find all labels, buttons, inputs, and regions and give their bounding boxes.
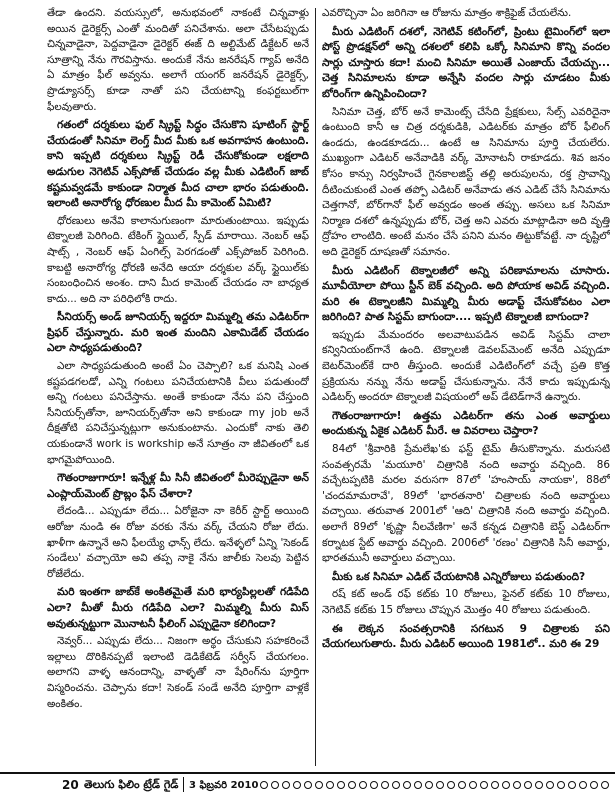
decorative-dot	[436, 781, 444, 789]
decorative-dot	[414, 781, 422, 789]
left-column	[47, 6, 309, 768]
right-column	[322, 6, 610, 768]
decorative-dot	[282, 781, 290, 789]
decorative-dot	[381, 781, 389, 789]
decorative-dot	[535, 781, 543, 789]
decorative-dot	[469, 781, 477, 789]
decorative-dot	[260, 781, 268, 789]
decorative-dot	[491, 781, 499, 789]
interview-question: గతంలో దర్శకులు ఫుల్ స్క్రిప్ట్ సిద్ధం చేసుకొని షూటింగ్ స్టార్ట్ చేయడంతో సినిమా లెంగ్త్ మీద మీకు ఒక అవగాహన ఉంటుంది. కాని ఇప్పటి దర్శకులు స్క్రిప్ట్ రెడీ చేసుకోకుండా లక్షలాది అడుగుల నెగెటివ్ ఎక్స్‌పోజ్ చేయడం వల్ల మీకు ఎడిటింగ్ జాబ్ కష్టమవ్వడమే కాకుండా నిర్మాత మీద చాలా భారం పడుతుంది. ఇలాంటి అనారోగ్య ధోరణుల మీద మీ కామెంట్ ఏమిటి?	[47, 119, 309, 210]
page-footer	[0, 772, 615, 798]
decorative-dot	[403, 781, 411, 789]
decorative-dot	[425, 781, 433, 789]
interview-answer: ధోరణులు అనేవి కాలానుగుణంగా మారుతుంటాయి. ఇప్పుడు టెక్నాలజీ పెరిగింది. టేకింగ్ స్టైయిల్, స్పీడ్ మారాయి. నెంబర్ ఆఫ్ షాట్స్ , నెంబర్ ఆఫ్ ఏంగిల్స్ పెరగడంతో ఎక్స్‌పోజర్ పెరిగింది. కాబట్టి అనారోగ్య ధోరణి అనేది ఆయా దర్శకుల వర్క్ స్టైయిల్‌కు సంబంధించిన అంశం. దాని మీద కామెంట్ చేయడం నా బాధ్యత కాదు... అది నా పరిధిలోకి రాదు.	[47, 214, 309, 305]
magazine-name: తెలుగు ఫిలిం ట్రేడ్ గైడ్	[84, 778, 179, 791]
page-number: 20	[62, 778, 79, 792]
decorative-dot	[568, 781, 576, 789]
interview-question: సీనియర్స్ అండ్ జూనియర్స్ ఇద్దరూ మిమ్మల్ని తమ ఎడిటర్‌గా ప్రిఫర్ చేస్తున్నారు. మరి ఇంత మందిని ఎకామిడేట్ చేయడం ఎలా సాధ్యపడుతుంది?	[47, 311, 309, 355]
decorative-dot	[579, 781, 587, 789]
interview-answer: లేదండి... ఎప్పుడూ లేదు... ఏరోజైనా నా కెరీర్ స్టార్ట్ అయింది ఆరోజు నుండి ఈ రోజు వరకు నేను వర్క్ చేయని రోజు లేదు. ఖాళీగా ఉన్నానే అని ఫీలయ్యే ఛాన్స్ లేదు. ఇనేళ్ళలో ఏన్ని 'సెకండ్ సండేలు' వచ్చాయో అవి తప్ప నాకై నేను జాలీకు సెలవు పెట్టిన రోజేలేదు.	[47, 505, 309, 580]
decorative-dot	[502, 781, 510, 789]
decorative-dot	[326, 781, 334, 789]
interview-answer: ఎవరొచ్చినా ఏం జరిగినా ఆ రోజును మాత్రం శాక్రిఫైజ్ చేయలేను.	[322, 7, 572, 19]
interview-answer: ఇప్పుడు మేమందరం అలవాటుపడిన అవిడ్ సిస్టమ్ చాలా కన్వినియంట్‌గానే ఉంది. టెక్నాలజీ డెవలప్‌మెంట్ అనేది ఎప్పుడూ బెటర్‌మెంట్‌కే దారి తీస్తుంది. అందుకే ఎడిటింగ్‌లో వచ్చే ప్రతి కొత్త ప్రక్రియను నన్ను నేను అడాప్ట్ చేసుకున్నాను. నేనే కాదు ఇప్పుడున్న ఎడిటర్స్ అందరూ టెక్నాలజీ విషయంలో అప్ డేటెడ్‌గానే ఉన్నారు.	[322, 328, 610, 404]
interview-answer: రష్ కట్ అండ్ రఫ్ కట్‌కు 10 రోజులు, ఫైనల్ కట్‌కు 10 రోజులు, నెగెటివ్ కట్‌కు 15 రోజులు చొప్పున మొత్తం 40 రోజులు పడుతుంది.	[322, 588, 610, 616]
decorative-dot	[348, 781, 356, 789]
interview-answer: ఎలా సాధ్యపడుతుంది అంటే ఏం చెప్పాలి? ఒక మనిషి ఎంత కష్టపడగలడో, ఎన్ని గంటలు పనిచేయటానికి వీలు పడుతుందో అన్ని గంటలు పనిచేస్తాను. అంతే కాకుండా నేను పని చేస్తుంది సీనియర్స్‌తోనా, జూనియర్స్‌తోనా అని కాకుండా my job అనే దీక్షతోటి పనిచేస్తున్నట్లుగా అనుకుంటాను. ఎందుకో నాకు తెలి యకుండానే work is workship అనే సూత్రం నా జీవితంలో ఒక భాగమైపోయింది.	[47, 360, 309, 466]
interview-answer: 84లో 'శ్రీవారికి ప్రేమలేఖ'కు ఫస్ట్ టైమ్ తీసుకొన్నాను. మరుసటి సంవత్సరమే 'మయూరి' చిత్రానికి నంది అవార్డు వచ్చింది. 86 వచ్చేటప్పటికి మరల వరుసగా 87లో 'హంసాయ్ నాయకా', 88లో 'చందమామరావే', 89లో 'భారతనారి' చిత్రాలకు నంది అవార్డులు వచ్చాయి. తరువాత 2001లో 'ఆది' చిత్రానికి నంది అవార్డు వచ్చింది. అలాగే 89లో 'కృష్ణా నీలవేణి‌గా' అనే కన్నడ చిత్రానికి బెస్ట్ ఎడిటర్‌గా కర్నాటక స్టేట్ అవార్డు వచ్చింది. 2006లో 'రణం' చిత్రానికి సినీ అవార్డు, భారతమునీ అవార్డులు వచ్చాయి.	[322, 443, 610, 565]
decorative-dot	[601, 781, 609, 789]
footer-separator	[183, 777, 184, 792]
interview-question: ఈ లెక్కన సంవత్సరానికి సగటున 9 చిత్రాలకు పని చేయగలుగుతారు. మీరు ఎడిటర్ అయింది 1981లో.. మరి ఈ 29	[322, 622, 610, 651]
issue-date: 3 ఫిబ్రవరి 2010	[189, 780, 259, 791]
decorative-dot	[293, 781, 301, 789]
interview-question: మీకు ఒక సినిమా ఎడిట్ చేయటానికి ఎన్నిరోజులు పడుతుంది?	[332, 570, 586, 583]
decorative-dot	[590, 781, 598, 789]
interview-question: మరి ఇంతగా జాబ్‌కే అంకితమైతే మరి భార్యపిల్లలతో గడిపేది ఎలా? మీతో మీరు గడిపేది ఎలా? మిమ్మల్ని మీరు మిస్ అవుతున్నట్టుగా మొనాటనీ ఫీలింగ్ ఎప్పుడైనా కలిగిందా?	[47, 586, 309, 630]
decorative-dot	[392, 781, 400, 789]
interview-answer: సినిమా చెత్త, బోర్ అనే కామెంట్స్ చేసేది ప్రేక్షకులు, సేల్స్ ఎవరిదైనా ఉంటుంది కానీ ఆ చిత్ర దర్శకుడికి, ఎడిటర్‌కు మాత్రం బోర్ ఫీలింగ్ ఉండదు, ఉండకూడదు... ఉంటే ఆ సినిమాను పూర్తి చేయలేరు. ముఖ్యంగా ఎడిటర్ అనేవాడికి వర్క్ మోనాటనీ రాకూడదు. శివ జనం కోసం కాన్సు నిర్వహించే గైనకాలజిస్ట్ తల్లి అరుపులను, రక్త స్రావాన్ని దీటించుకుంటే ఎంత తప్పో ఎడిటర్ అనేవాడు తన ఎడిట్ చేసే సినిమాను చెత్తగానో, బోర్‌గానో ఫీల్ అవ్వడం అంత తప్పు. అసలు ఒక సినిమా నిర్మాణ దశలో ఉన్నప్పుడు బోర్, చెత్త అని ఎవరు మాట్లాడినా అది వృత్తి ద్రోహం లాంటిది. అంటే మనం చేసే పనిని మనం తిట్టుకోవట్టే. నా దృష్టిలో అది డైరెక్టర్ దూషణతో సమానం.	[322, 105, 610, 258]
decorative-dot	[304, 781, 312, 789]
interview-answer: నెవ్వర్... ఎప్పుడు లేదు... నిజంగా అర్థం చేసుకుని సహకరించే ఇల్లాలు దొరికినప్పటే ఇలాంటి డెడికేటెడ్ సర్వీస్ చేయగలం. అలాగని వాళ్ళ ఆనందాన్ని, వాళ్ళతో నా షేరింగ్‌ను పూర్తిగా విస్మరించను. చెప్పాను కదా! సెకండ్ సండే అనేది పూర్తిగా వాళ్లకే అంకితం.	[47, 635, 309, 710]
decorative-dot	[546, 781, 554, 789]
decorative-dot	[557, 781, 565, 789]
decorative-dot	[337, 781, 345, 789]
column-divider	[315, 8, 316, 766]
interview-answer: తేడా ఉందని. వయస్సులో, అనుభవంలో నాకంటే చిన్నవాళ్లు అయిన డైరెక్టర్స్ ఎంతో మందితో పనిచేశాను. అలా చేసేటప్పుడు చిన్నవాడైనా, పెద్దవాడైనా డైరెక్టర్ ఈజ్ ది అల్టిమేట్ డిక్టేటర్ అనే సూత్రాన్ని నేను గౌరవిస్తాను. అందుకే నేను జనరేషన్ గ్యాప్ అనేది ఏ మాత్రం ఫీల్ అవ్వను. అలాగే యంగర్ జనరేషన్ డైరెక్టర్స్, ప్రొడ్యూసర్స్ కూడా నాతో పని చేయటాన్ని కంఫర్టబుల్‌గా ఫీలవుతారు.	[47, 7, 309, 113]
decorative-dot	[524, 781, 532, 789]
decorative-dot-border	[260, 776, 615, 794]
decorative-dot	[480, 781, 488, 789]
decorative-dot	[458, 781, 466, 789]
decorative-dot	[315, 781, 323, 789]
decorative-dot	[447, 781, 455, 789]
interview-question: మీరు ఎడిటింగ్ టెక్నాలజీలో అన్ని పరిణామాలను చూసారు. మూవీయోలా పోయి స్టీన్ బెక్ వచ్చింది. అది పోయాక అవిడ్ వచ్చింది. మరి ఈ టెక్నాలజీని మిమ్మల్ని మీరు అడాప్ట్ చేసుకోవటం ఎలా జరిగింది? పాత సిస్టమ్ బాగుందా.... ఇప్పటి టెక్నాలజీ బాగుందా?	[322, 264, 610, 324]
interview-question: మీరు ఎడిటింగ్ దశలో, నెగెటివ్ కటింగ్‌లో, ప్రింటు టైమింగ్‌లో ఇలా పోస్ట్ ప్రొడక్షన్‌లో అన్ని దశలలో కలిపి ఒక్కో సినిమాని కొన్ని వందల సార్లు చూస్తారు కదా! మంచి సినిమా అయితే ఎంజాయ్ చేయచ్చు... చెత్త సినిమాలను కూడా అన్నేసి వందల సార్లు చూడటం మీకు బోరింగ్‌గా ఉన్నిపించిందా?	[322, 25, 610, 100]
decorative-dot	[370, 781, 378, 789]
decorative-dot	[271, 781, 279, 789]
interview-question: గౌతంరాజుగారూ! ఇన్నేళ్ల మీ సినీ జీవితంలో మీరెప్పుడైనా అన్ ఎంప్లాయ్‌మెంట్ ప్రొబ్లం ఫేస్ చేశారా?	[47, 472, 309, 500]
decorative-dot	[359, 781, 367, 789]
interview-question: గౌతంరాజుగారూ! ఉత్తమ ఎడిటర్‌గా తను ఎంత అవార్డులు అందుకున్న ఏకైక ఎడిటర్ మీరే. ఆ వివరాలు చెప్తారా?	[322, 409, 610, 438]
decorative-dot	[513, 781, 521, 789]
